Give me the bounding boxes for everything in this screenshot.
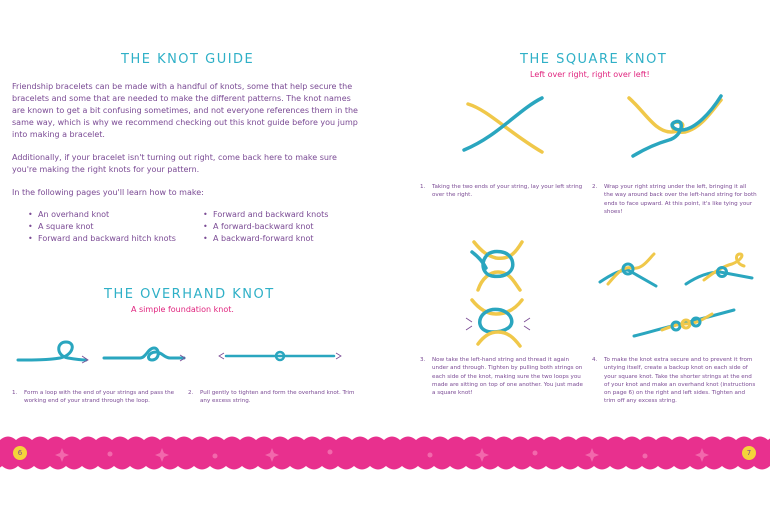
step-text: Wrap your right string under the left, bringing it all the way around back over the left-hand string for both ends to face upward. At this point, it's like tying your shoes! bbox=[604, 184, 757, 215]
step-number: 2. bbox=[188, 390, 194, 396]
decorative-ric-rac-band bbox=[0, 432, 770, 474]
list-item: • An overhand knot bbox=[28, 209, 176, 221]
square-knot-title: THE SQUARE KNOT bbox=[520, 52, 668, 67]
step-number: 2. bbox=[592, 184, 598, 190]
step-number: 1. bbox=[12, 390, 18, 396]
square-knot-step-1-illustration bbox=[458, 92, 558, 162]
list-item: • A backward-forward knot bbox=[203, 233, 328, 245]
list-item: • A forward-backward knot bbox=[203, 221, 328, 233]
square-knot-step-3a-illustration bbox=[466, 238, 530, 294]
square-knot-step-2-illustration bbox=[625, 92, 725, 162]
step-number: 4. bbox=[592, 357, 598, 363]
square-step-3 bbox=[420, 356, 585, 397]
knot-guide-paragraph-1: Friendship bracelets can be made with a handful of knots, some that help secure the bracelets and some that are needed to make the different patterns. The knot names are known to get a bit confusing sometimes, and not everyone references them in the same way, which is why we recommend checking out this knot guide before you jump into making a bracelet. bbox=[12, 82, 358, 139]
overhand-loop-illustration bbox=[14, 336, 104, 368]
page-number-right: 7 bbox=[742, 446, 756, 460]
step-text: Pull gently to tighten and form the overhand knot. Trim any excess string. bbox=[200, 390, 355, 405]
knot-guide-title: THE KNOT GUIDE bbox=[121, 52, 255, 67]
square-step-4 bbox=[592, 356, 757, 406]
square-knot-step-3b-illustration bbox=[464, 296, 532, 350]
step-number: 1. bbox=[420, 184, 426, 190]
square-knot-step-4a-illustration bbox=[598, 250, 658, 290]
knot-list-column-1 bbox=[28, 209, 176, 245]
page-number-left: 6 bbox=[13, 446, 27, 460]
list-item: • A square knot bbox=[28, 221, 176, 233]
list-item: • Forward and backward knots bbox=[203, 209, 328, 221]
list-item: • Forward and backward hitch knots bbox=[28, 233, 176, 245]
overhand-knot-subtitle: A simple foundation knot. bbox=[131, 305, 234, 314]
square-knot-step-4c-illustration bbox=[632, 304, 736, 344]
overhand-pull-illustration bbox=[100, 338, 190, 368]
step-text: Form a loop with the end of your strings and pass the working end of your strand through the loop. bbox=[24, 390, 175, 405]
overhand-knot-title: THE OVERHAND KNOT bbox=[104, 287, 275, 302]
square-knot-step-4b-illustration bbox=[684, 250, 754, 290]
step-number: 3. bbox=[420, 357, 426, 363]
square-step-2 bbox=[592, 183, 757, 216]
overhand-step-1 bbox=[12, 389, 182, 406]
knot-guide-paragraph-3: In the following pages you'll learn how to make: bbox=[12, 188, 204, 197]
square-knot-subtitle: Left over right, right over left! bbox=[530, 70, 650, 79]
step-text: Taking the two ends of your string, lay your left string over the right. bbox=[432, 184, 583, 199]
knot-list-column-2 bbox=[203, 209, 328, 245]
square-step-1 bbox=[420, 183, 585, 200]
overhand-step-2 bbox=[188, 389, 358, 406]
knot-guide-paragraph-2: Additionally, if your bracelet isn't turning out right, come back here to make sure you're making the right knots for your pattern. bbox=[12, 153, 337, 174]
overhand-tight-illustration bbox=[222, 348, 342, 364]
step-text: Now take the left-hand string and thread it again under and through. Tighten by pulling both strings on each side of the knot, making sure the two loops you made are sitting on top of one another. You just made a square knot! bbox=[432, 357, 583, 397]
step-text: To make the knot extra secure and to prevent it from untying itself, create a backup knot on each side of your square knot. Take the shorter strings at the end of your knot and make an overhand knot (instructions on page 6) on the right and left sides. Tighten and trim off any excess string. bbox=[604, 357, 756, 405]
